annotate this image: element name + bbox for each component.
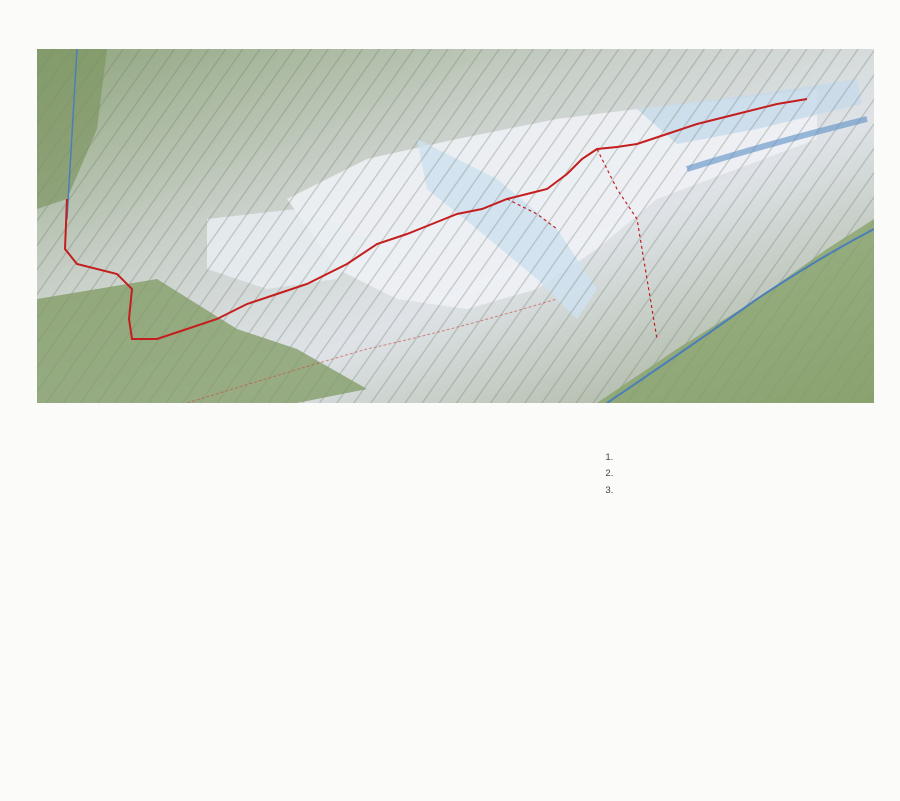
hut-item [616,466,838,482]
elevation-profile [110,585,550,755]
hut-list [598,450,838,499]
route-map [37,49,874,403]
hut-item [616,450,838,466]
info-column-3 [598,446,838,499]
hut-item [616,483,838,499]
